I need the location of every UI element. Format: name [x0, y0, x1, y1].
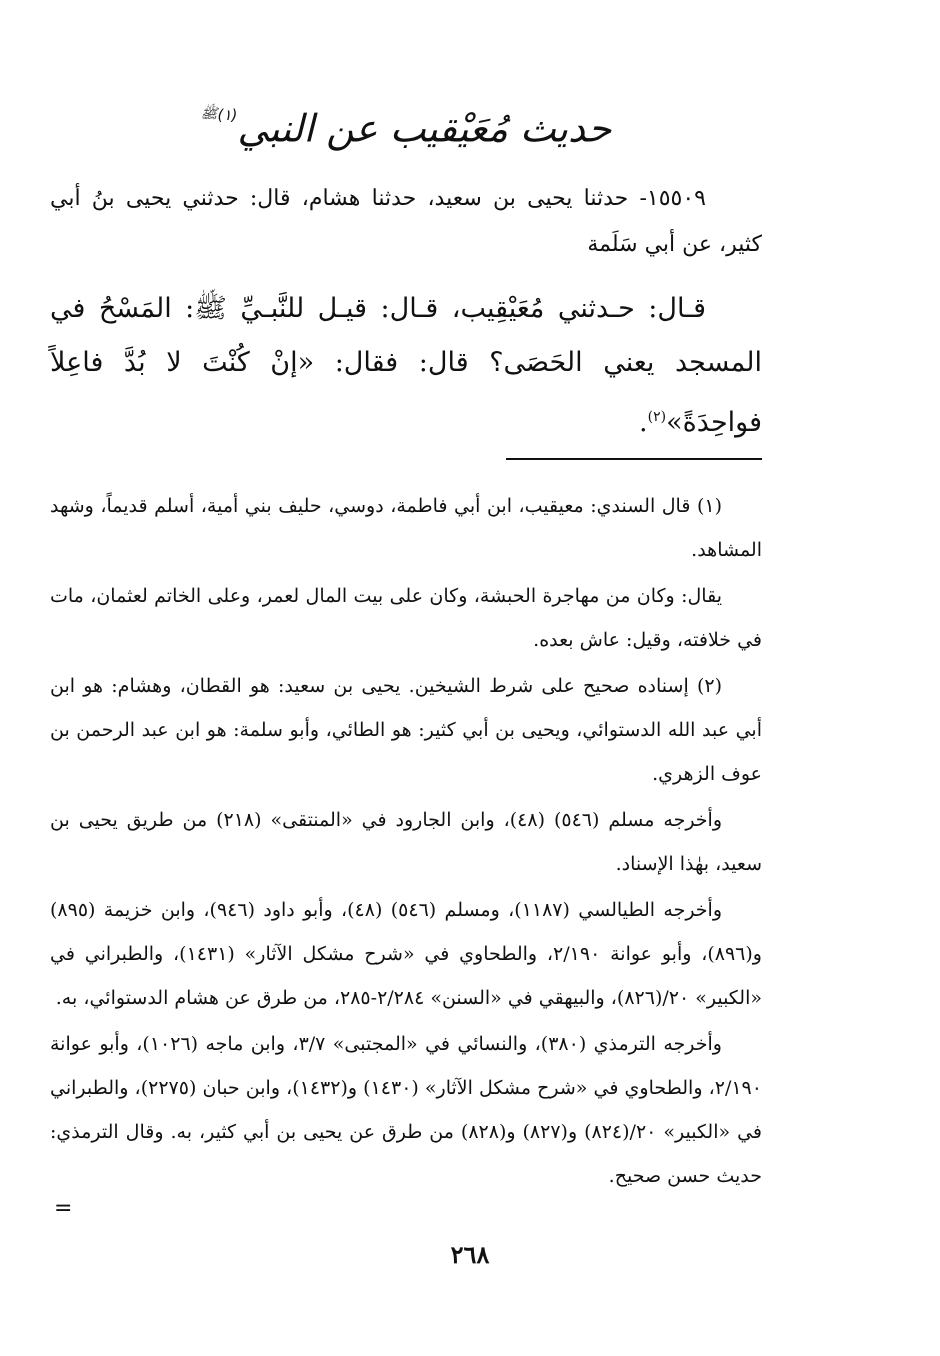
page-number: ٢٦٨ [450, 1240, 490, 1269]
footnote-separator [506, 458, 762, 460]
hadith-matn [50, 282, 762, 450]
chapter-title-text: حديث مُعَيْقيب عن النبي [237, 106, 612, 151]
chapter-heading [50, 80, 762, 176]
salawat-glyph: ﷺ [200, 106, 218, 122]
footnote-paragraph: (١) قال السندي: معيقيب، ابن أبي فاطمة، دوسي، حليف بني أمية، أسلم قديماً، وشهد المشاهد. [50, 495, 762, 561]
footnotes-section [50, 484, 762, 1200]
footnote-paragraph: وأخرجه الطيالسي (١١٨٧)، ومسلم (٥٤٦) (٤٨)، وأبو داود (٩٤٦)، وابن خزيمة (٨٩٥) و(٨٩٦)، وأبو عوانة ٢/١٩٠، والطحاوي في «شرح مشكل الآثار» (١٤٣١)، والطبراني في «الكبير» ٢٠/(٨٢٦)، والبيهقي في «السنن» ٢/٢٨٤-٢٨٥، من طرق عن هشام الدستوائي، به. [50, 899, 762, 1009]
continuation-mark: = [54, 1196, 73, 1221]
footnote-paragraph: وأخرجه مسلم (٥٤٦) (٤٨)، وابن الجارود في «المنتقى» (٢١٨) من طريق يحيى بن سعيد، بهٰذا الإسناد. [50, 809, 762, 875]
title-footnote-ref: (١) [217, 106, 238, 124]
footnote-paragraph: (٢) إسناده صحيح على شرط الشيخين. يحيى بن سعيد: هو القطان، وهشام: هو ابن أبي عبد الله الدستوائي، ويحيى بن أبي كثير: هو الطائي، وأبو سلمة: هو ابن عبد الرحمن بن عوف الزهري. [50, 675, 762, 785]
footnote-paragraph: يقال: وكان من مهاجرة الحبشة، وكان على بيت المال لعمر، وعلى الخاتم لعثمان، مات في خلافته، وقيل: عاش بعده. [50, 585, 762, 651]
matn-end-mark: . [639, 407, 648, 438]
chapter-title [201, 98, 612, 154]
hadith-isnad [50, 176, 762, 268]
page-body [50, 80, 762, 1187]
isnad-text: - حدثنا يحيى بن سعيد، حدثنا هشام، قال: حدثني يحيى بنُ أبي كثير، عن أبي سَلَمة [50, 186, 762, 257]
hadith-number: ١٥٥٠٩ [646, 186, 706, 211]
matn-text: قـال: حـدثني مُعَيْقِيب، قـال: قيـل للنَّبـيِّ ﷺ: المَسْحُ في المسجد يعني الحَصَى؟ قال: فقال: «إنْ كُنْتَ لا بُدَّ فاعِلاً فواحِدَةً» [50, 293, 762, 438]
footnote-paragraph: وأخرجه الترمذي (٣٨٠)، والنسائي في «المجتبى» ٣/٧، وابن ماجه (١٠٢٦)، وأبو عوانة ٢/١٩٠، والطحاوي في «شرح مشكل الآثار» (١٤٣٠) و(١٤٣٢)، وابن حبان (٢٢٧٥)، والطبراني في «الكبير» ٢٠/(٨٢٤) و(٨٢٧) و(٨٢٨) من طرق عن يحيى بن أبي كثير، به. وقال الترمذي: حديث حسن صحيح. [50, 1033, 762, 1187]
matn-footnote-ref: (٢) [647, 409, 667, 425]
